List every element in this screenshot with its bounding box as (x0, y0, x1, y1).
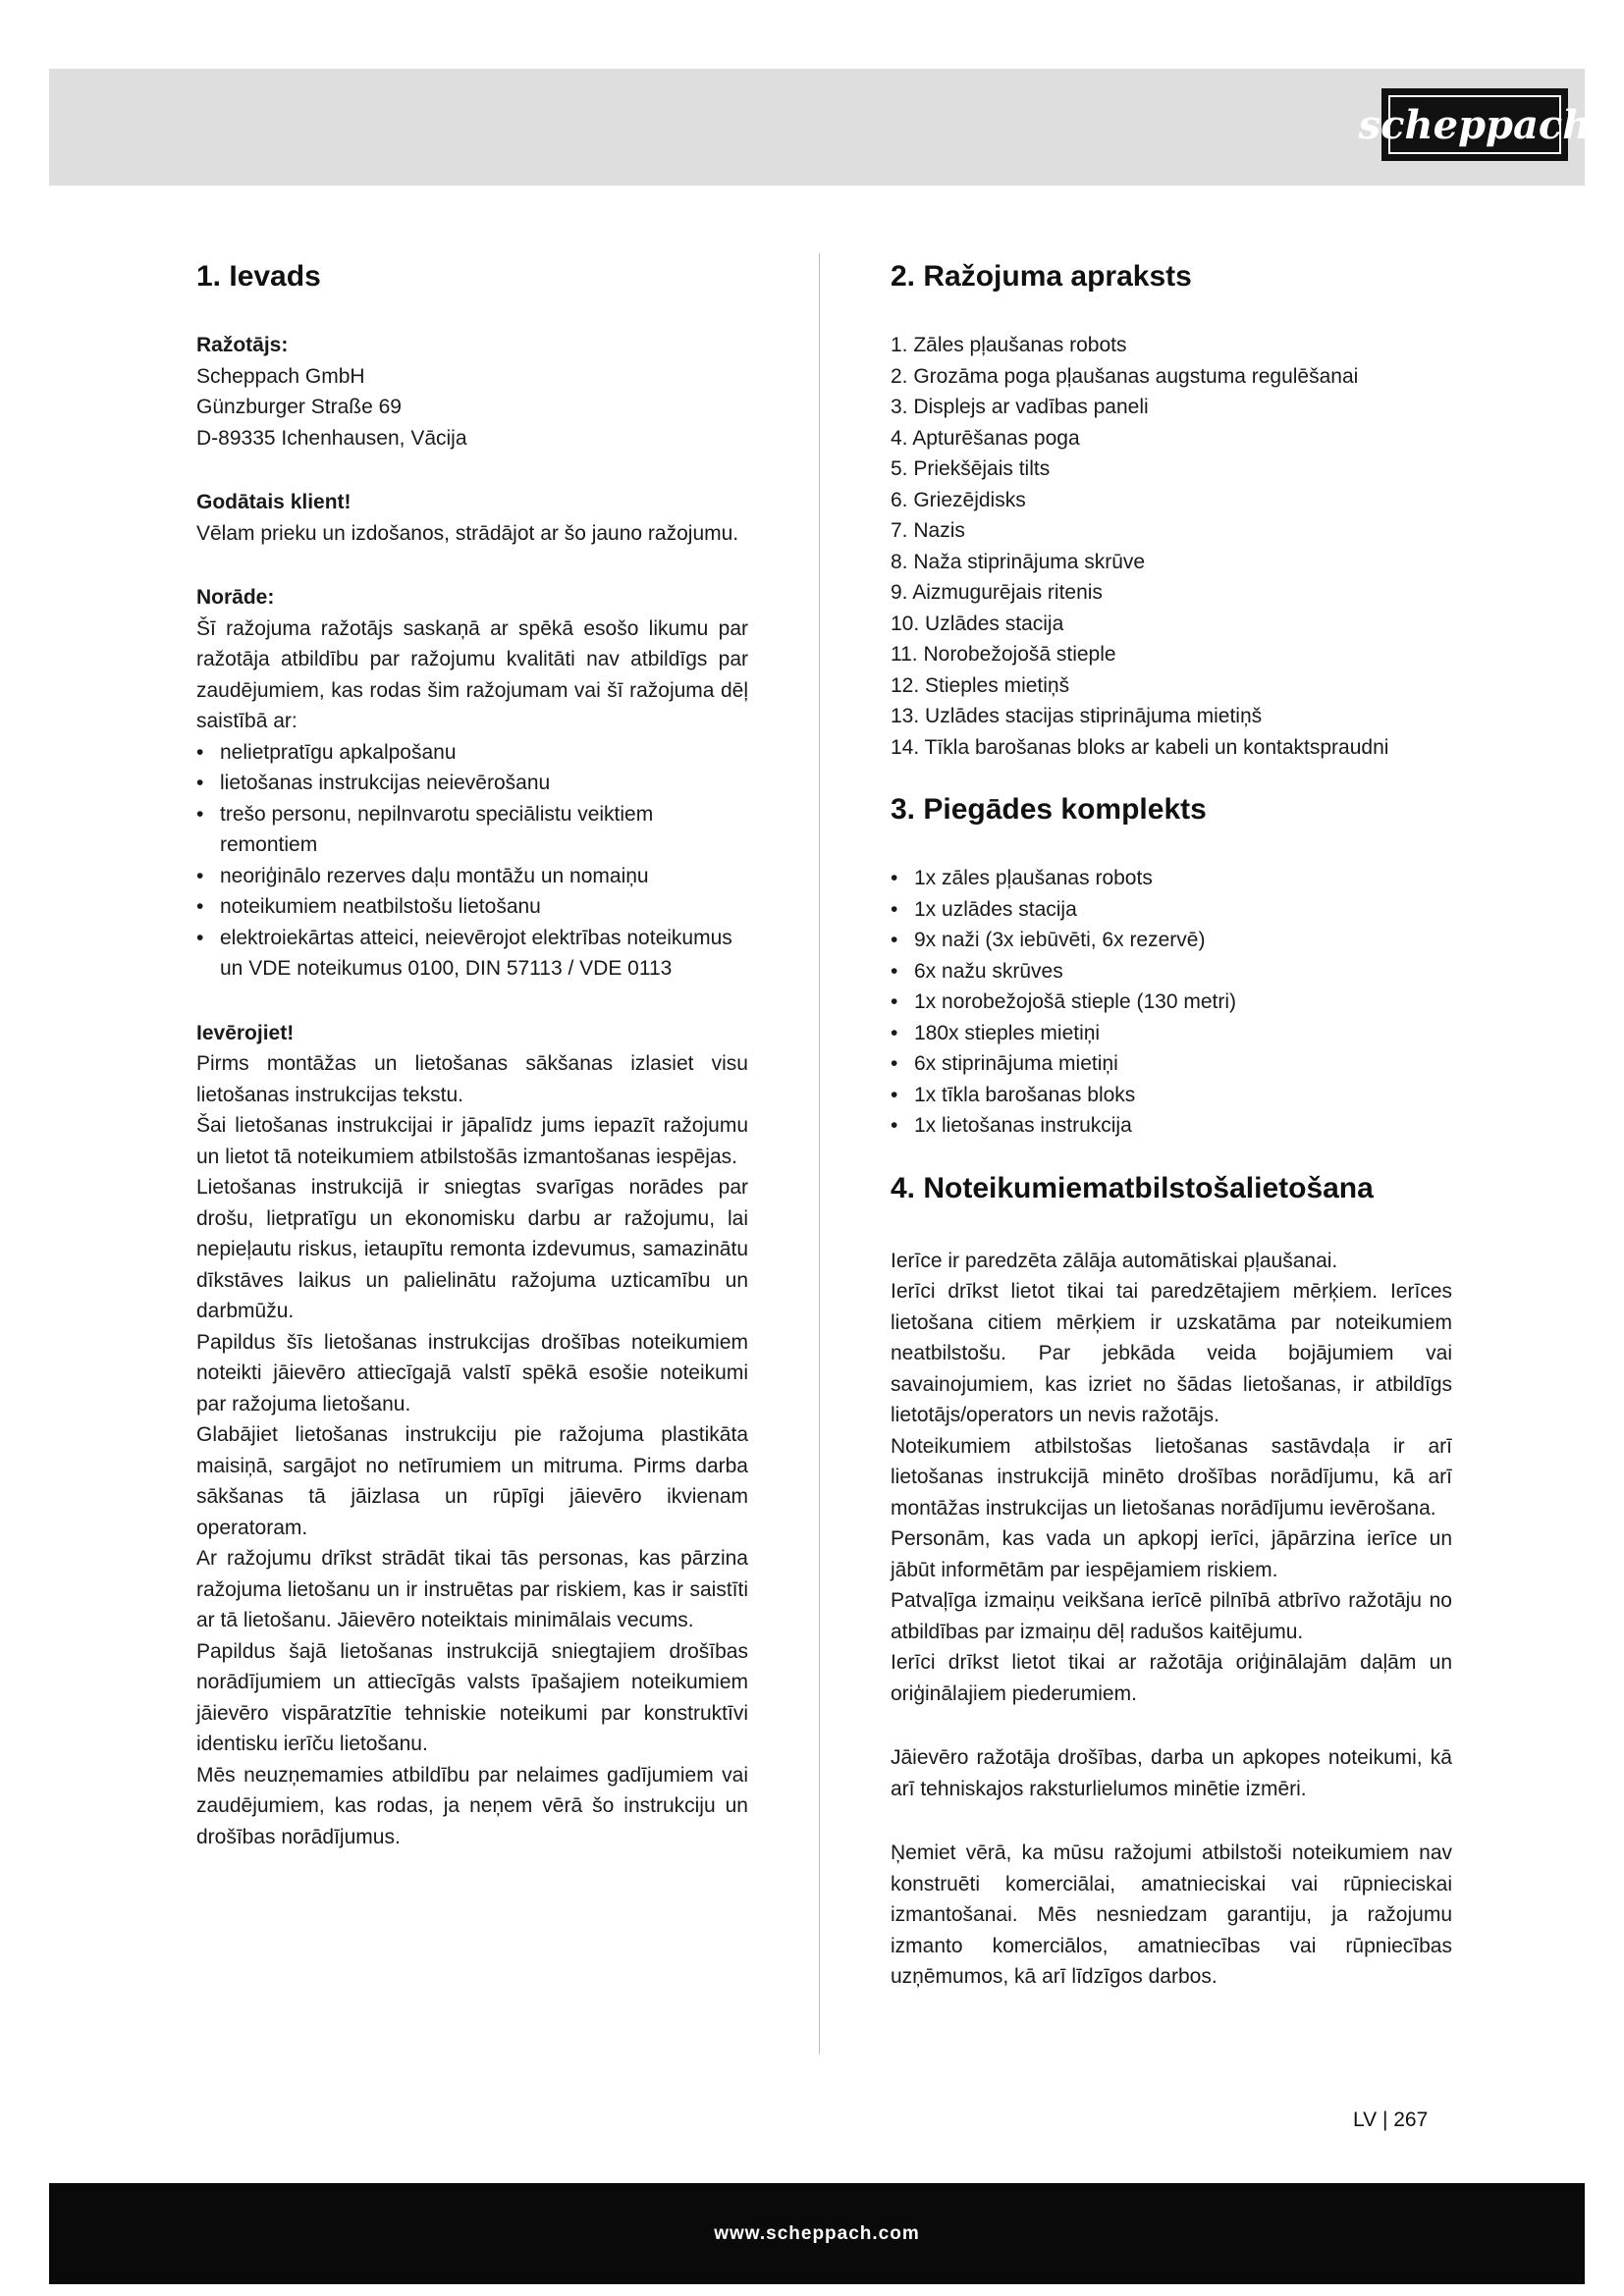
manufacturer-label: Ražotājs: (196, 334, 289, 356)
list-item: • 1x zāles pļaušanas robots (891, 863, 1452, 894)
delivery-contents-list (891, 863, 1452, 1142)
list-item: • lietošanas instrukcijas neievērošanu (196, 768, 748, 799)
list-item: 11. Norobežojošā stieple (891, 643, 1116, 666)
list-item: 13. Uzlādes stacijas stiprinājuma mietiņš (891, 705, 1263, 727)
commercial-use-paragraph: Ņemiet vērā, ka mūsu ražojumi atbilstoši noteikumiem nav konstruēti komerciālai, amatnieciskai vai rūpnieciskai izmantošanai. Mēs nesniedzam garantiju, ja ražojumu izmanto komerciālos, amatniecības vai rūpniecības uzņēmumos, kā arī līdzīgos darbos. (891, 1842, 1452, 1988)
attention-paragraph: Lietošanas instrukcijā ir sniegtas svarīgas norādes par drošu, lietpratīgu un ekonomisku darbu ar ražojumu, lai nepieļautu riskus, ietaupītu remonta izdevumus, samazinātu dīkstāves laikus un palielinātu ražojuma uzticamību un darbmūžu. (196, 1176, 748, 1322)
list-item: • 1x norobežojošā stieple (130 metri) (891, 987, 1452, 1018)
page-number: LV | 267 (1353, 2109, 1429, 2131)
list-item: • 1x lietošanas instrukcija (891, 1110, 1452, 1142)
attention-label: Ievērojiet! (196, 1021, 295, 1044)
safety-rules-paragraph: Jāievēro ražotāja drošības, darba un apkopes noteikumi, kā arī tehniskajos raksturlielumos minētie izmēri. (891, 1746, 1452, 1800)
product-parts-list (891, 330, 1452, 763)
manufacturer-line: Günzburger Straße 69 (196, 396, 402, 418)
right-column (891, 253, 1452, 1993)
dear-customer-label: Godātais klient! (196, 491, 352, 513)
attention-paragraph: Pirms montāžas un lietošanas sākšanas izlasiet visu lietošanas instrukcijas tekstu. (196, 1052, 748, 1106)
list-item: 2. Grozāma poga pļaušanas augstuma regulēšanai (891, 364, 1359, 388)
manufacturer-line: Scheppach GmbH (196, 364, 365, 388)
list-item: • 1x uzlādes stacija (891, 894, 1452, 926)
list-item: • neoriģinālo rezerves daļu montāžu un nomaiņu (196, 861, 748, 892)
list-item: 8. Naža stiprinājuma skrūve (891, 550, 1146, 573)
intended-use-paragraph: Patvaļīga izmaiņu veikšana ierīcē pilnībā atbrīvo ražotāju no atbildības par izmaiņu dēļ radušos kaitējumu. (891, 1589, 1452, 1643)
intended-use-paragraph: Ierīci drīkst lietot tikai ar ražotāja oriģinālajām daļām un oriģinālajiem piederumiem. (891, 1651, 1452, 1705)
footer-band (49, 2183, 1585, 2284)
attention-paragraph: Mēs neuzņemamies atbildību par nelaimes gadījumiem vai zaudējumiem, kas rodas, ja neņem vērā šo instrukciju un drošības norādījumus. (196, 1763, 748, 1848)
attention-paragraph: Glabājiet lietošanas instrukciju pie ražojuma plastikāta maisiņā, sargājot no netīrumiem un mitruma. Pirms darba sākšanas tā jāizlasa un rūpīgi jāievēro ikvienam operatoram. (196, 1423, 748, 1539)
logo-text: scheppach (1388, 95, 1561, 154)
list-item: 3. Displejs ar vadības paneli (891, 396, 1149, 418)
list-item: 5. Priekšējais tilts (891, 457, 1051, 480)
list-item: • nelietpratīgu apkalpošanu (196, 737, 748, 769)
list-item: • trešo personu, nepilnvarotu speciālistu veiktiem remontiem (196, 799, 748, 861)
left-column (196, 253, 748, 1852)
intended-use-paragraph: Personām, kas vada un apkopj ierīci, jāpārzina ierīce un jābūt informētām par iespējamiem riskiem. (891, 1527, 1452, 1581)
list-item: • 1x tīkla barošanas bloks (891, 1080, 1452, 1111)
intended-use-paragraph: Noteikumiem atbilstošas lietošanas sastāvdaļa ir arī lietošanas instrukcijā minēto drošības norādījumu, kā arī montāžas instrukcijas un lietošanas norādījumu ievērošana. (891, 1434, 1452, 1520)
section-4-title: 4. Noteikumiematbilstošalietošana (891, 1171, 1374, 1204)
attention-paragraph: Ar ražojumu drīkst strādāt tikai tās personas, kas pārzina ražojuma lietošanu un ir instruētas par riskiem, kas ir saistīti ar tā lietošanu. Jāievēro noteiktais minimālais vecums. (196, 1547, 748, 1631)
list-item: • 6x stiprinājuma mietiņi (891, 1048, 1452, 1080)
list-item: • 9x naži (3x iebūvēti, 6x rezervē) (891, 925, 1452, 956)
note-label: Norāde: (196, 586, 275, 609)
list-item: 6. Griezējdisks (891, 488, 1026, 511)
manufacturer-line: D-89335 Ichenhausen, Vācija (196, 426, 467, 450)
section-3-title: 3. Piegādes komplekts (891, 793, 1207, 826)
list-item: 14. Tīkla barošanas bloks ar kabeli un kontaktspraudni (891, 735, 1389, 759)
section-2-title: 2. Ražojuma apraksts (891, 260, 1192, 293)
list-item: • 6x nažu skrūves (891, 956, 1452, 988)
note-list (196, 737, 748, 985)
intended-use-paragraph: Ierīce ir paredzēta zālāja automātiskai pļaušanai. (891, 1249, 1338, 1272)
footer-website-link[interactable]: www.scheppach.com (714, 2222, 920, 2244)
list-item: • noteikumiem neatbilstošu lietošanu (196, 891, 748, 923)
list-item: 9. Aizmugurējais ritenis (891, 581, 1103, 604)
list-item: • elektroiekārtas atteici, neievērojot elektrības noteikumus un VDE noteikumus 0100, DIN 57113 / VDE 0113 (196, 923, 748, 985)
column-divider (819, 253, 820, 2055)
section-1-title: 1. Ievads (196, 260, 321, 293)
intended-use-paragraph: Ierīci drīkst lietot tikai tai paredzētajiem mērķiem. Ierīces lietošana citiem mērķiem ir uzskatāma par noteikumiem neatbilstošu. Par jebkāda veida bojājumiem vai savainojumiem, kas izriet no šādas lietošanas, ir atbildīgs lietotājs/operators un nevis ražotājs. (891, 1280, 1452, 1426)
list-item: 7. Nazis (891, 519, 965, 542)
list-item: 12. Stieples mietiņš (891, 673, 1070, 697)
note-text: Šī ražojuma ražotājs saskaņā ar spēkā esošo likumu par ražotāja atbildību par ražojumu kvalitāti nav atbildīgs par zaudējumiem, kas rodas šim ražojumam vai šī ražojuma dēļ saistībā ar: (196, 616, 748, 732)
header-band (49, 69, 1585, 186)
attention-paragraph: Papildus šīs lietošanas instrukcijas drošības noteikumiem noteikti jāievēro attiecīgajā valstī spēkā esošie noteikumi par ražojuma lietošanu. (196, 1330, 748, 1415)
list-item: 1. Zāles pļaušanas robots (891, 334, 1127, 356)
list-item: 4. Apturēšanas poga (891, 426, 1080, 450)
scheppach-logo (1358, 88, 1592, 161)
attention-paragraph: Šai lietošanas instrukcijai ir jāpalīdz jums iepazīt ražojumu un lietot tā noteikumiem atbilstošās izmantošanas iespējas. (196, 1114, 748, 1168)
list-item: • 180x stieples mietiņi (891, 1018, 1452, 1049)
attention-paragraph: Papildus šajā lietošanas instrukcijā sniegtajiem drošības norādījumiem un attiecīgās valsts īpašajiem noteikumiem jāievēro vispāratzītie tehniskie noteikumi par konstruktīvi identisku ierīču lietošanu. (196, 1639, 748, 1755)
dear-customer-text: Vēlam prieku un izdošanos, strādājot ar šo jauno ražojumu. (196, 521, 739, 545)
list-item: 10. Uzlādes stacija (891, 612, 1064, 635)
